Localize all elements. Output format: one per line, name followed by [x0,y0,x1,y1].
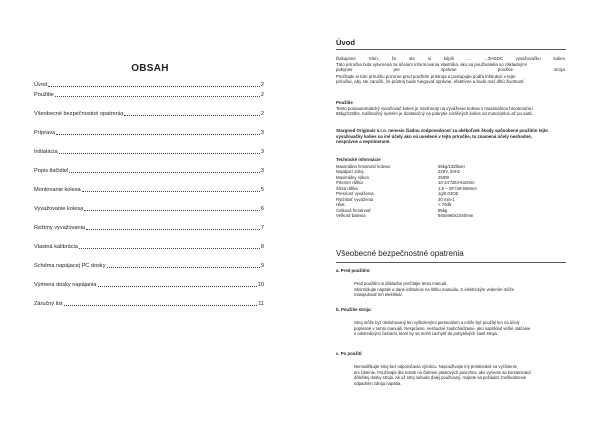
toc-title: OBSAH [131,63,169,74]
toc-entry-label: Úvod [34,82,48,88]
safety-label-b-text: b. Použitie stroja: [336,307,372,312]
spec-key: Napájací zdroj [336,169,364,175]
spec-value: 20 min-1 [438,196,455,202]
spec-value: 95kg [438,207,448,213]
toc-leader-dots [64,305,258,306]
toc-entry[interactable] [34,149,264,155]
spec-value: 940x860x1040mm [438,213,474,219]
toc-entry[interactable] [34,282,264,288]
spec-value: 10-24"/254-610mm [438,180,475,186]
safety-label-b [336,307,566,313]
safety-label-c-text: c. Po použití: [336,351,363,356]
toc-leader-dots [48,86,260,87]
toc-leader-dots [124,115,260,116]
spec-row [336,213,566,219]
toc-entry-page: 5 [260,187,264,193]
toc-entry-label: Montovanie kolesa [34,187,81,193]
safety-line: Pred použitím si dôkladne prečítajte tento manuál. [354,281,448,286]
spec-table [336,164,566,219]
safety-label-a-text: a. Pred použitím: [336,268,371,273]
spec-key: Veľkosť balenia [336,213,366,219]
toc-leader-dots [107,267,260,268]
spec-key: Presnosť vyváženia [336,191,374,197]
table-of-contents [34,82,264,307]
intro-line: príručke, aby ste zaručili, že prístroj bude fungovať správne, efektívne a bude mať dlhú životnosť. [336,79,525,85]
safety-line: popísané v tomto manuáli. Nesprávne, neshodné zaobchádzanie, ako napríklad veľké otáčanie [354,325,531,331]
safety-line: ani čistenie. Používajte iba roztok na čistenie plastových povrchov, ako vyhnete sa kontaminácii [354,369,532,375]
toc-leader-dots [82,191,260,192]
toc-entry[interactable] [34,225,264,231]
intro-paragraph [336,56,566,85]
toc-leader-dots [59,153,260,154]
toc-entry-label: Použitie [34,92,54,98]
toc-entry-page: 2 [260,92,264,98]
toc-entry-page: 10 [257,282,264,288]
safety-text-a [354,281,564,298]
warning-line: vyvažovačky kolies na iné účely ako sú uvedené v tejto príručke, to znamená účely neshodné, [336,133,532,139]
toc-leader-dots [55,96,260,97]
heading-divider [336,49,566,50]
toc-entry-label: Schéma napájacej PC dosky [34,263,106,269]
toc-entry[interactable] [34,263,264,269]
spec-value: 1,5 – 20"/38-508mm [438,185,477,191]
safety-label-c [336,351,566,357]
toc-entry[interactable] [34,187,264,193]
safety-line: manipulovať len elektrikár. [354,292,403,298]
toc-entry-label: Vlastná kalibrácia [34,244,78,250]
toc-entry[interactable] [34,301,264,307]
spec-key: Rýchlosť vyváženia [336,196,374,202]
toc-entry-label: Vyvažovanie kolesa [34,206,84,212]
usage-line: 65kg/132lbs. Kalibračný systém je dostatočný na pokrytie rozličných kolies od motocyklov až po autá. [336,111,533,117]
spec-value: 65kg/132lbser [438,163,465,169]
safety-label-a [336,268,566,274]
toc-entry-page: 2 [260,111,264,117]
toc-entry-page: 11 [258,301,264,307]
spec-key: Priemer ráfika [336,180,363,186]
section-title-uvod: Úvod [336,38,355,47]
heading-divider [336,262,566,263]
toc-leader-dots [56,134,260,135]
toc-entry-page: 3 [260,130,264,136]
toc-entry-page: 3 [260,168,264,174]
spec-key: Maximálna hmotnosť kolesa: [336,163,391,169]
safety-line: dôležitej dosky stroja. Ak už stroj nebude ďalej používaný, mojtete sa požiadať zneškodnenie [354,375,527,381]
spec-value: 1g/0.03OZ [438,191,459,197]
toc-entry-label: Inštalácia [34,149,58,155]
tech-info-label: Technické informácie [336,157,381,162]
usage-label: Použitie [336,100,353,105]
toc-entry-label: Záručný list [34,301,63,307]
warning-line: Stargood Originals s.r.o. nenesie žiadnu zodpovednosť za akékoľvek škody spôsobené použitím tejto [336,128,548,133]
toc-entry[interactable] [34,92,264,98]
liability-warning [336,128,566,145]
toc-entry-label: Režimy vyvažovania [34,225,85,231]
intro-line: Ďakujeme Vám, že ste si kúpili .... ...3HSDC vyvažovačku kolies. [336,56,566,61]
safety-text-b [354,320,564,337]
safety-line: Nemodifikujte stroj bez odporúčania výrobcu. Nepoužívajte iný prostriedok na vyčistenie [354,364,517,369]
toc-leader-dots [69,172,260,173]
toc-entry[interactable] [34,111,264,117]
safety-line: Skontrolujte napätie a dané inštrukcie na štítku manuálu. S elektrickým vedením môže [354,286,514,292]
toc-entry[interactable] [34,206,264,212]
toc-entry[interactable] [34,82,264,88]
spec-value: < 70db [438,202,452,208]
toc-entry-page: 9 [260,263,264,269]
toc-leader-dots [98,286,257,287]
tech-info-block [336,157,566,219]
spec-key: Hluk [336,202,345,208]
toc-entry-page: 2 [260,82,264,88]
intro-line: Prečítajte si túto príručku pozorne pred použitím prístroja a postupujte podľa inštrukcií v tejto [336,73,516,79]
spec-value: 250W [438,174,450,180]
toc-leader-dots [79,248,260,249]
safety-line: odpadním zdroja napätia. [354,380,402,386]
warning-line: nesprávne a neprimerané. [336,139,391,145]
toc-leader-dots [84,210,260,211]
spec-key: Celková hmotnosť [336,207,371,213]
toc-entry-label: Všeobecné bezpečnostné opatrenia [34,111,124,117]
safety-line: Stroj môže byť obsluhovaný len vyškolenými personálom a môže byť použitý len na účely [354,320,520,325]
toc-entry-page: 8 [260,244,264,250]
usage-line: Tento poloautomatický vyvažovač kolies je navrhnutý na vyváženie kolesa s maximálnou hmotnosťou [336,105,533,111]
section-title-safety: Všeobecné bezpečnostné opatrenia [336,249,464,258]
intro-line: Táto príručka bola vytvorená za účelom informovania vlastníka, ako sú používatelia so základnými [336,61,527,67]
spec-key: Šírka ráfika [336,185,358,191]
toc-entry-page: 3 [260,149,264,155]
toc-entry[interactable] [34,244,264,250]
safety-line: s odstredivými časťami, ktoré by sa mohli zachytiť do pohyblivých častí stroja. [354,331,498,337]
toc-entry[interactable] [34,130,264,136]
spec-key: Maximálny výkon [336,174,369,180]
toc-entry-label: Popis tlačidiel [34,168,69,174]
toc-leader-dots [86,229,260,230]
toc-entry-page: 6 [260,206,264,212]
toc-entry-label: Výmena dosky napájania [34,282,97,288]
safety-text-c [354,364,564,386]
toc-entry[interactable] [34,168,264,174]
spec-value: 220V, 50Hz [438,169,461,175]
toc-entry-page: 7 [260,225,264,231]
usage-block [336,100,566,117]
intro-line: pokynmi pre správne použitie stroja. [336,67,566,73]
toc-entry-label: Príprava [34,130,56,136]
